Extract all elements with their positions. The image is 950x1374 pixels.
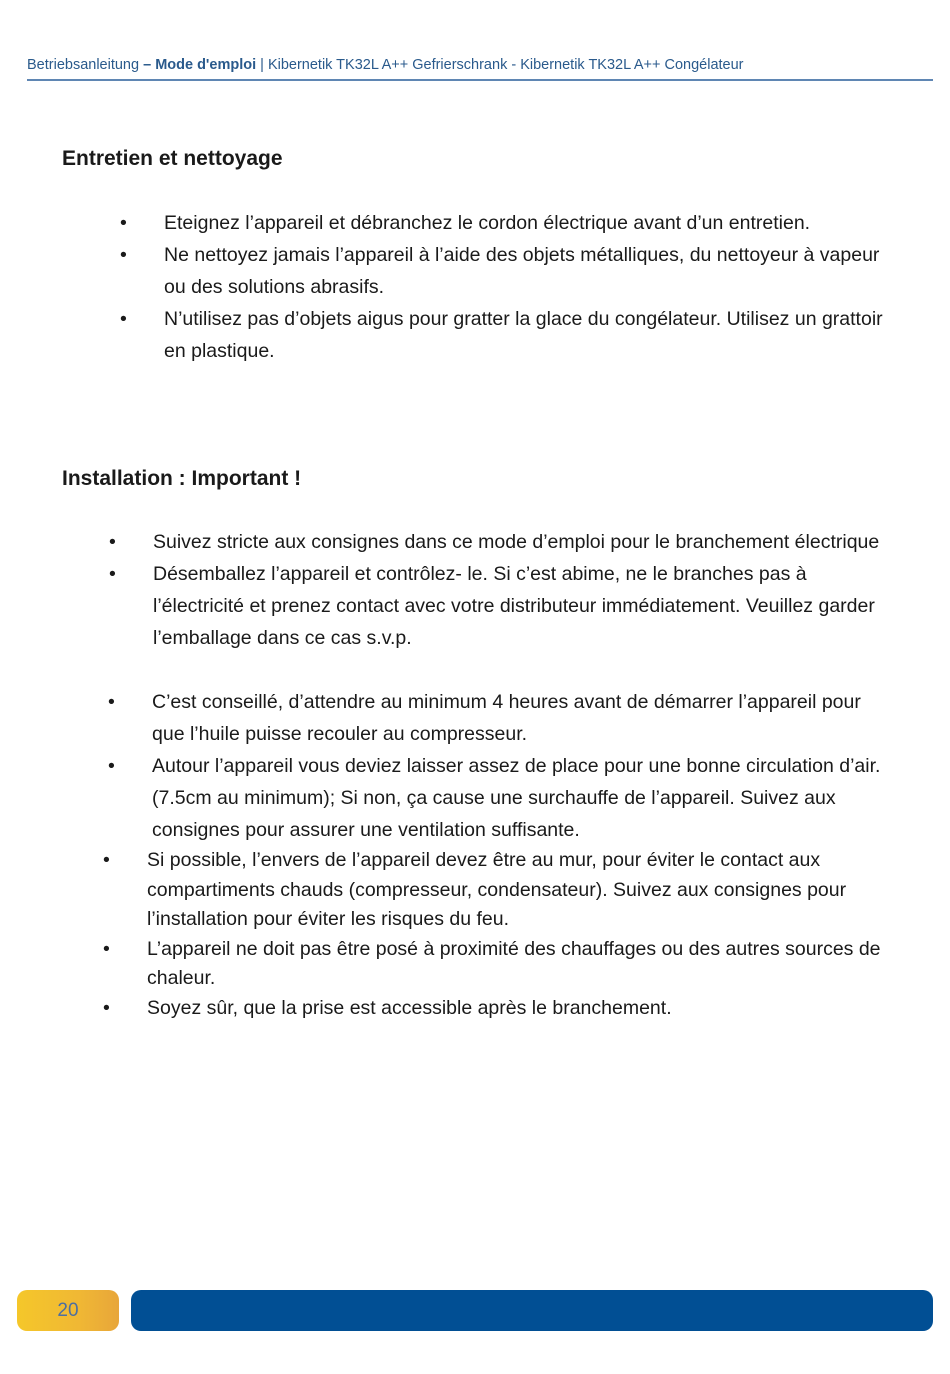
list-item — [109, 558, 898, 654]
installation-list-part-1 — [109, 526, 898, 654]
list-item-text: L’appareil ne doit pas être posé à proximité des chauffages ou des autres sources de chaleur. — [147, 937, 881, 989]
header-title-de: Betriebsanleitung — [27, 57, 140, 73]
list-item — [109, 526, 898, 558]
bullet-icon: • — [109, 531, 116, 553]
running-header — [27, 57, 744, 73]
list-item-text: Soyez sûr, que la prise est accessible après le branchement. — [147, 996, 672, 1019]
maintenance-list — [120, 207, 894, 367]
bullet-icon: • — [103, 849, 110, 871]
list-item-text: N’utilisez pas d’objets aigus pour gratter la glace du congélateur. Utilisez un grattoir en plastique. — [164, 308, 883, 362]
list-item-text: Ne nettoyez jamais l’appareil à l’aide des objets métalliques, du nettoyeur à vapeur ou des solutions abrasifs. — [164, 244, 880, 298]
list-item — [103, 846, 882, 935]
list-item-text: Eteignez l’appareil et débranchez le cordon électrique avant d’un entretien. — [164, 212, 811, 234]
bullet-icon: • — [120, 308, 127, 330]
list-item — [103, 935, 882, 994]
list-item — [108, 750, 882, 846]
list-item — [120, 239, 894, 303]
list-item — [120, 207, 894, 239]
bullet-icon: • — [120, 244, 127, 266]
section-title-installation: Installation : Important ! — [62, 467, 302, 490]
page-number-badge — [17, 1290, 119, 1331]
bullet-icon: • — [103, 996, 110, 1019]
page-number: 20 — [57, 1299, 79, 1321]
list-item-text: Si possible, l’envers de l’appareil devez être au mur, pour éviter le contact aux compartiments chauds (compresseur, condensateur). Suivez aux consignes pour l’installation pour éviter les risques du feu. — [147, 849, 847, 930]
list-item — [103, 994, 882, 1024]
list-item — [108, 686, 882, 750]
list-item — [120, 303, 894, 367]
bullet-icon: • — [109, 563, 116, 585]
bullet-icon: • — [120, 212, 127, 234]
header-product: Kibernetik TK32L A++ Gefrierschrank - Kibernetik TK32L A++ Congélateur — [267, 57, 744, 73]
header-pipe: | — [256, 57, 268, 73]
bullet-icon: • — [103, 937, 110, 960]
header-title-fr: Mode d'emploi — [155, 57, 257, 73]
section-title-maintenance: Entretien et nettoyage — [62, 147, 283, 170]
list-item-text: Désemballez l’appareil et contrôlez- le. Si c’est abime, ne le branches pas à l’électricité et prenez contact avec votre distributeur immédiatement. Veuillez garder l’emballage dans ce cas s.v.p. — [153, 563, 875, 649]
header-rule — [27, 79, 933, 81]
bullet-icon: • — [108, 691, 115, 713]
header-separator: – — [139, 57, 156, 73]
list-item-text: Autour l’appareil vous deviez laisser assez de place pour une bonne circulation d’air. (7.5cm au minimum); Si non, ça cause une surchauffe de l’appareil. Suivez aux consignes pour assurer une ventilation suffisante. — [152, 755, 881, 841]
footer-bar — [131, 1290, 933, 1331]
installation-list-part-3 — [103, 846, 882, 1023]
installation-list-part-2 — [108, 686, 882, 846]
list-item-text: C’est conseillé, d’attendre au minimum 4 heures avant de démarrer l’appareil pour que l’huile puisse recouler au compresseur. — [152, 691, 861, 745]
list-item-text: Suivez stricte aux consignes dans ce mode d’emploi pour le branchement électrique — [153, 531, 880, 553]
bullet-icon: • — [108, 755, 115, 777]
